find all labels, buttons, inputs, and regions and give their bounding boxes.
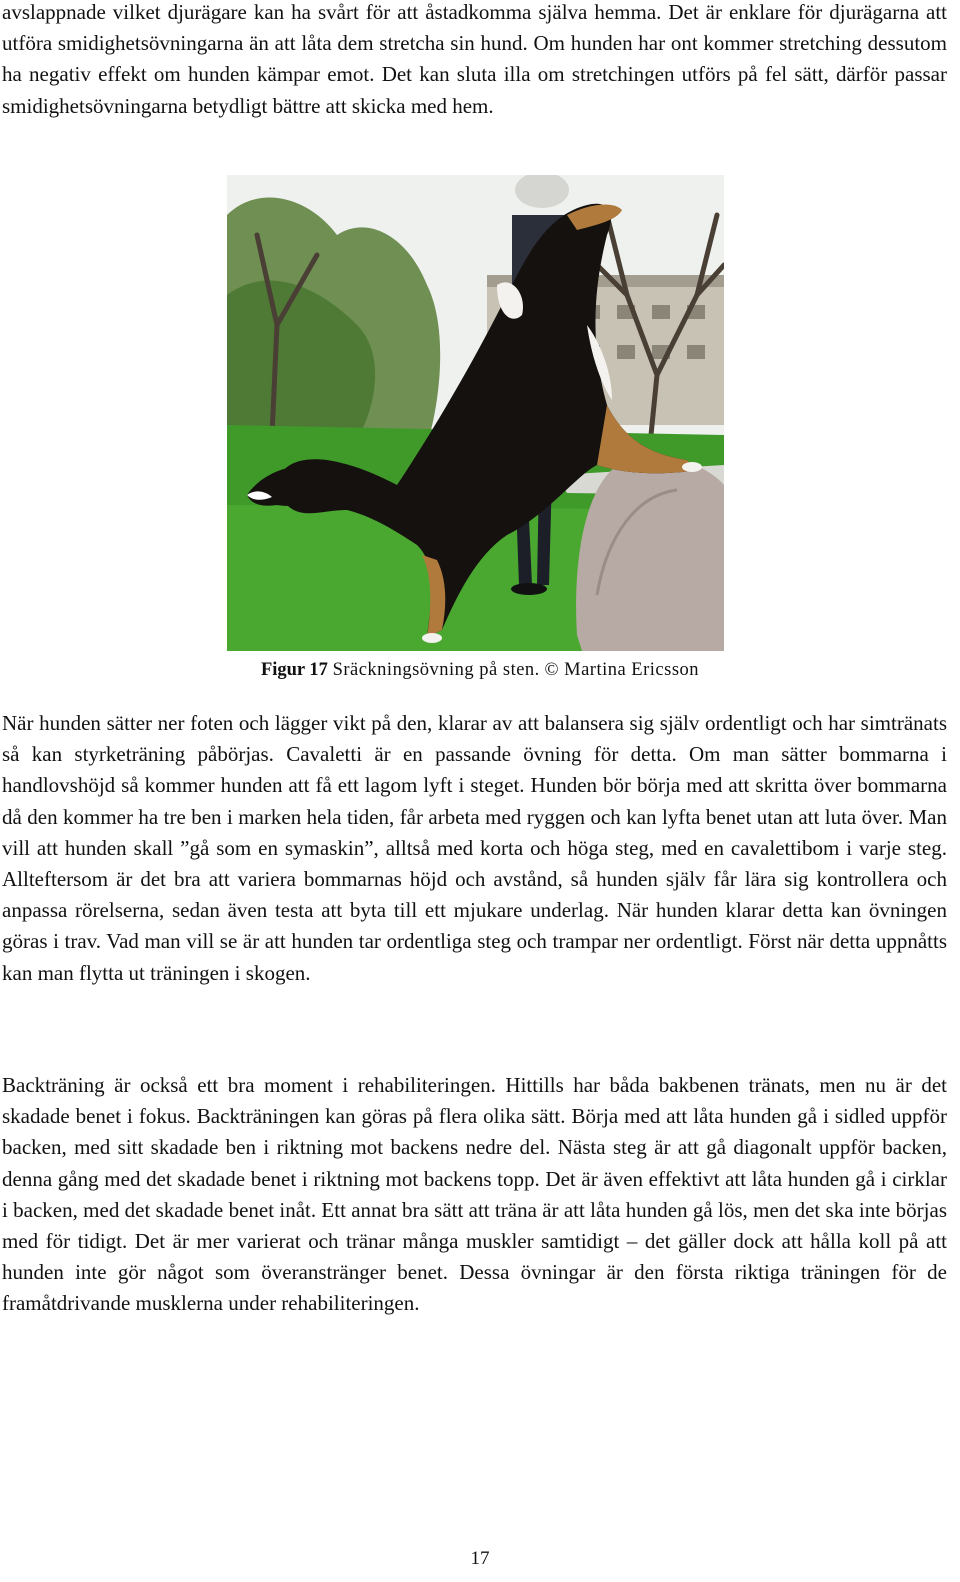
figure-caption [0, 659, 960, 681]
figure-credit: © Martina Ericsson [544, 660, 700, 680]
body-paragraph-3: Backträning är också ett bra moment i rehabiliteringen. Hittills har båda bakbenen tränats, men nu är det skadade benet i fokus. Backträningen kan göras på flera olika sätt. Börja med att låta hunden gå i sidled uppför backen, med sitt skadade ben i riktning mot backens nedre del. Nästa steg är att gå diagonalt uppför backen, denna gång med det skadade benet i riktning mot backens topp. Det är även effektivt att låta hunden gå i cirklar i backen, med det skadade benet inåt. Ett annat bra sätt att träna är att låta hunden gå lös, men det ska inte börjas med för tidigt. Det är mer varierat och tränar många muskler samtidigt – det gäller dock att hålla koll på att hunden inte gör något som överanstränger benet. Dessa övningar är den första riktiga träningen för de framåtdrivande musklerna under rehabiliteringen. [2, 1073, 947, 1316]
figure-photo-dog-stretching-on-rock [227, 175, 724, 651]
body-paragraph-2: När hunden sätter ner foten och lägger vikt på den, klarar av att balansera sig själv ordentligt och har simtränats så kan styrketräning påbörjas. Cavaletti är en passande övning för detta. Om man sätter bommarna i handlovshöjd så kommer hunden att få ett lagom lyft i steget. Hunden bör börja med att skritta över bommarna då den kommer ha tre ben i marken hela tiden, får arbeta med ryggen och kan lyfta benet utan att luta över. Man vill att hunden skall ”gå som en symaskin”, alltså med korta och höga steg, med en cavalettibom i varje steg. Allteftersom är det bra att variera bommarnas höjd och avstånd, så hunden själv får lära sig kontrollera och anpassa rörelserna, sedan även testa att byta till ett mjukare underlag. När hunden klarar detta kan övningen göras i trav. Vad man vill se är att hunden tar ordentliga steg och trampar ner ordentligt. Först när detta uppnåtts kan man flytta ut träningen i skogen. [2, 711, 947, 985]
page-number: 17 [470, 1548, 490, 1569]
figure-caption-text: Sräckningsövning på sten. [332, 660, 540, 680]
body-paragraph-1: avslappnade vilket djurägare kan ha svårt för att åstadkomma själva hemma. Det är enklare för djurägarna att utföra smidighetsövningarna än att låta dem stretcha sin hund. Om hunden har ont kommer stretching dessutom ha negativ effekt om hunden kämpar emot. Det kan sluta illa om stretchingen utförs på fel sätt, därför passar smidighetsövningarna betydligt bättre att skicka med hem. [2, 0, 947, 118]
figure-label: Figur 17 [260, 660, 328, 680]
